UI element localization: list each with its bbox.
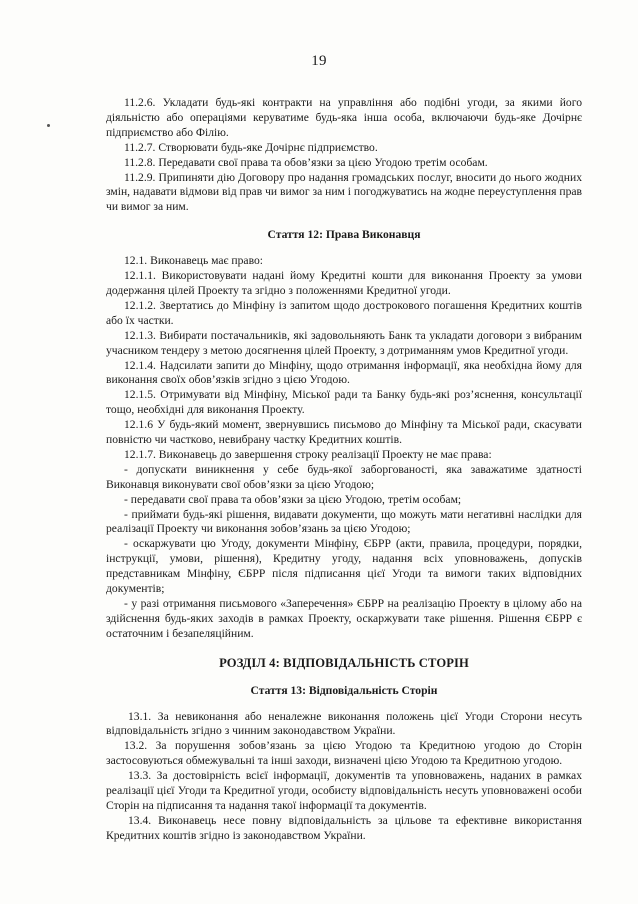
article-13-heading: Стаття 13: Відповідальність Сторін — [250, 683, 438, 697]
clause-12-1-6: 12.1.6 У будь-який момент, звернувшись письмово до Мінфіну та Міської ради, скасувати повністю чи частково, невибрану частку Кредитних коштів. — [106, 418, 582, 447]
restriction-item-2: - передавати свої права та обов’язки за цією Угодою, третім особам; — [124, 492, 462, 506]
clause-11-2-7: 11.2.7. Створювати будь-яке Дочірнє підприємство. — [124, 140, 378, 154]
clause-13-1: 13.1. За невиконання або неналежне виконання положень цієї Угоди Сторони несуть відповідальність згідно з чинним законодавством України. — [106, 709, 582, 738]
restriction-item-3: - приймати будь-які рішення, видавати документи, що можуть мати негативні наслідки для реалізації Проекту чи виконання зобов’язань за цією Угодою; — [106, 507, 582, 536]
article-12-heading: Стаття 12: Права Виконавця — [267, 228, 421, 242]
clause-13-2: 13.2. За порушення зобов’язань за цією Угодою та Кредитною угодою до Сторін застосовуються обмежувальні та інші заходи, визначені цією Угодою та Кредитною угодою. — [106, 739, 582, 768]
clause-12-1-4: 12.1.4. Надсилати запити до Мінфіну, щодо отримання інформації, яка необхідна йому для виконання своїх обов’язків згідно з цією Угодою. — [106, 358, 582, 387]
restriction-item-4: - оскаржувати цю Угоду, документи Мінфіну, ЄБРР (акти, правила, процедури, порядки, інструкції, умови, рішення), Кредитну угоду, надання всіх уповноважень, допусків представникам Мінфіну, ЄБРР після підписання цієї Угоди та вимоги таких відповідних документів; — [106, 537, 582, 596]
section-4-heading: РОЗДІЛ 4: ВІДПОВІДАЛЬНІСТЬ СТОРІН — [219, 655, 469, 670]
restriction-item-1: - допускати виникнення у себе будь-якої заборгованості, яка заважатиме здатності Виконавця виконувати свої обов’язки за цією Угодою; — [106, 462, 582, 491]
clause-12-1-5: 12.1.5. Отримувати від Мінфіну, Міської ради та Банку будь-які роз’яснення, консультації тощо, необхідні для виконання Проекту. — [106, 388, 582, 417]
clause-12-1-2: 12.1.2. Звертатись до Мінфіну із запитом щодо дострокового погашення Кредитних коштів або їх частки. — [106, 298, 582, 327]
clause-11-2-8: 11.2.8. Передавати свої права та обов’язки за цією Угодою третім особам. — [124, 155, 488, 169]
clause-12-1-7: 12.1.7. Виконавець до завершення строку реалізації Проекту не має права: — [124, 447, 492, 461]
clause-12-1-3: 12.1.3. Вибирати постачальників, які задовольняють Банк та укладати договори з вибраним учасником тендеру з метою досягнення цілей Проекту, з дотриманням умов Кредитної угоди. — [106, 328, 582, 357]
clause-13-3: 13.3. За достовірність всієї інформації, документів та уповноважень, наданих в рамках реалізації цієї Угоди та Кредитної угоди, особисту відповідальність несуть уповноважені особи Сторін на підписання та надання такої інформації та документів. — [106, 769, 582, 812]
page-number: 19 — [311, 53, 327, 69]
clause-13-4: 13.4. Виконавець несе повну відповідальність за цільове та ефективне використання Кредитних коштів згідно із законодавством України. — [106, 813, 582, 842]
clause-12-1: 12.1. Виконавець має право: — [124, 254, 263, 268]
document-body — [106, 96, 582, 844]
clause-12-1-1: 12.1.1. Використовувати надані йому Кредитні кошти для виконання Проекту за умови додержання цілей Проекту та згідно з положеннями Кредитної угоди. — [106, 269, 582, 297]
scan-speck — [47, 124, 50, 127]
clause-11-2-6: 11.2.6. Укладати будь-які контракти на управління або подібні угоди, за якими його діяльністю або операціями керуватиме будь-яка інша особа, включаючи будь-яке Дочірнє підприємство або Філію. — [106, 96, 582, 139]
restriction-item-5: - у разі отримання письмового «Заперечення» ЄБРР на реалізацію Проекту в цілому або на здійснення будь-яких заходів в рамках Проекту, оскаржувати таке рішення. Рішення ЄБРР є остаточним і безапеляційним. — [106, 597, 582, 640]
clause-11-2-9: 11.2.9. Припиняти дію Договору про надання громадських послуг, вносити до нього жодних змін, надавати відмови від прав чи вимог за ним і погоджуватись на жодне переуступлення прав чи вимог за ним. — [106, 170, 582, 214]
